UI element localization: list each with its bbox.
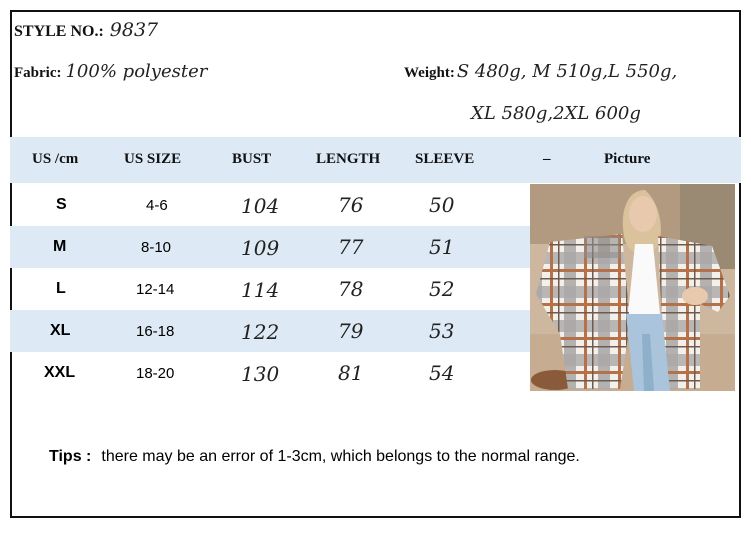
cell-length: 76 [338, 193, 364, 217]
cell-size: 18-20 [136, 365, 175, 382]
cell-length: 78 [338, 277, 364, 301]
cell-us: S [56, 196, 67, 213]
header-us-cm: US /cm [32, 151, 79, 167]
header-sleeve: SLEEVE [415, 151, 475, 167]
product-photo-illustration [530, 184, 735, 391]
weight-line-2: XL 580g,2XL 600g [471, 103, 641, 124]
cell-bust: 130 [241, 362, 280, 386]
cell-size: 12-14 [136, 281, 175, 298]
cell-bust: 109 [241, 236, 280, 260]
cell-us: XXL [44, 364, 76, 381]
cell-bust: 122 [241, 320, 280, 344]
header-bust: BUST [232, 151, 272, 167]
header-us-size: US SIZE [124, 151, 182, 167]
table-header [10, 137, 741, 183]
tips-text: there may be an error of 1-3cm, which belongs to the normal range. [101, 448, 580, 465]
cell-sleeve: 52 [429, 277, 455, 301]
cell-bust: 114 [241, 278, 280, 302]
cell-size: 4-6 [146, 197, 168, 214]
style-number-value: 9837 [109, 19, 159, 41]
cell-us: M [53, 238, 67, 255]
product-photo [530, 184, 735, 391]
cell-us: XL [50, 322, 71, 339]
style-number [14, 19, 158, 41]
fabric-info [14, 61, 207, 82]
header-picture: Picture [604, 151, 651, 167]
cell-bust: 104 [241, 194, 280, 218]
weight-info [404, 61, 740, 124]
cell-sleeve: 51 [429, 235, 455, 259]
cell-length: 77 [338, 235, 364, 259]
cell-size: 8-10 [141, 239, 172, 256]
cell-us: L [56, 280, 66, 297]
fabric-label: Fabric: [14, 65, 62, 81]
header-length: LENGTH [316, 151, 381, 167]
fabric-value: 100% polyester [65, 61, 208, 82]
tips-label: Tips : [49, 448, 92, 465]
cell-sleeve: 50 [429, 193, 455, 217]
weight-label: Weight: [404, 65, 455, 81]
tips-note [49, 448, 580, 466]
cell-length: 79 [338, 319, 364, 343]
cell-length: 81 [338, 361, 364, 385]
style-number-label: STYLE NO.: [14, 23, 104, 40]
cell-size: 16-18 [136, 323, 175, 340]
cell-sleeve: 53 [429, 319, 455, 343]
cell-sleeve: 54 [429, 361, 455, 385]
weight-line-1: S 480g, M 510g,L 550g, [456, 61, 678, 82]
header-dash: – [543, 151, 551, 167]
